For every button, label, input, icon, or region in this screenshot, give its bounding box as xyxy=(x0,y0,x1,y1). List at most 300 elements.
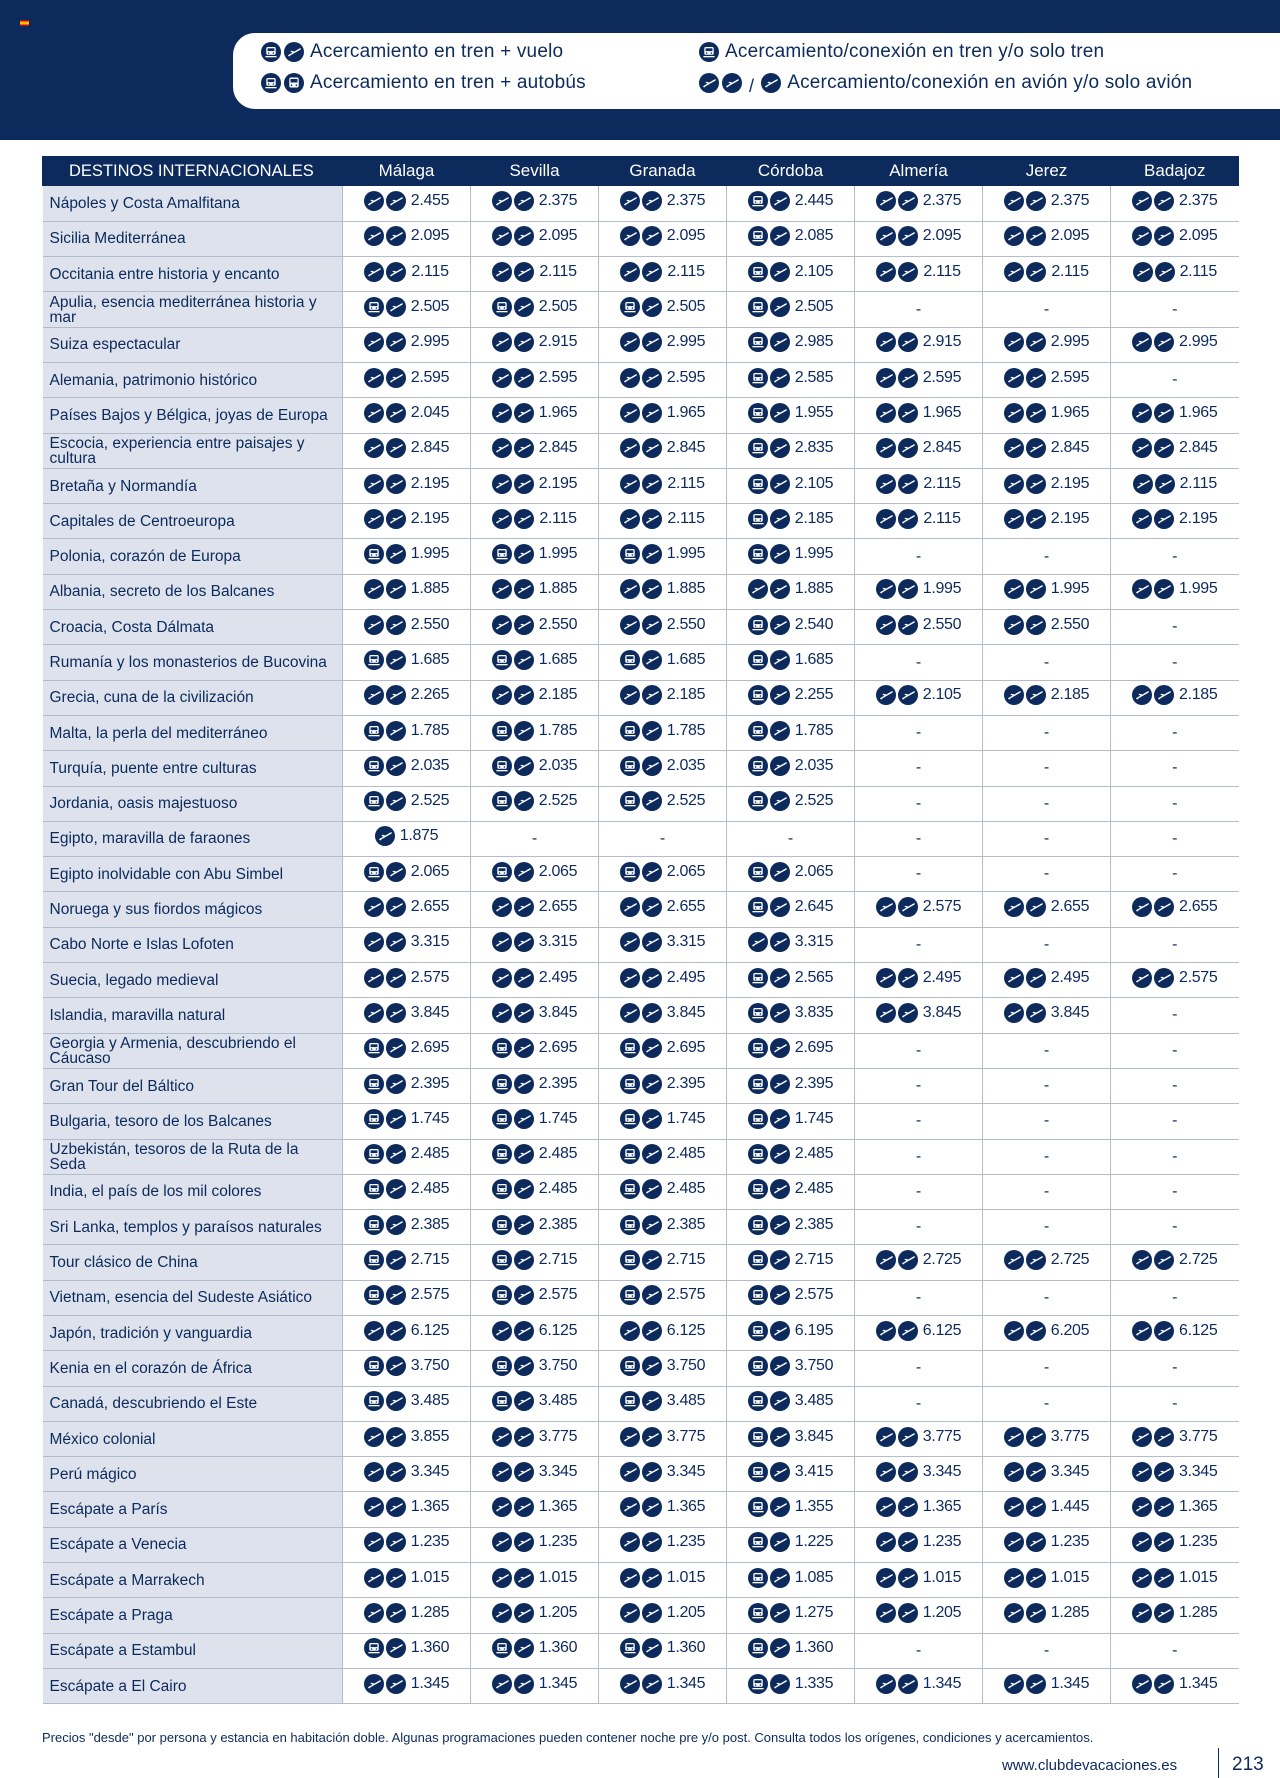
price-cell xyxy=(471,1457,599,1492)
price-cell xyxy=(983,1668,1111,1703)
price-with-icons xyxy=(748,1391,834,1411)
plane-icon xyxy=(1154,1462,1174,1482)
train-icon xyxy=(748,262,768,282)
plane-icon xyxy=(386,862,406,882)
price-with-icons xyxy=(1132,403,1218,423)
plane-icon xyxy=(1026,403,1046,423)
not-available-dash: - xyxy=(915,1041,922,1059)
price-value: 2.550 xyxy=(410,615,450,633)
train-icon xyxy=(492,1144,512,1164)
train-icon xyxy=(620,1074,640,1094)
price-value: 2.185 xyxy=(1050,686,1090,704)
price-value: 2.525 xyxy=(794,792,834,810)
price-with-icons xyxy=(492,1391,578,1411)
plane-icon xyxy=(1004,403,1024,423)
price-value: 2.575 xyxy=(410,1286,450,1304)
plane-icon xyxy=(642,1285,662,1305)
plane-icon xyxy=(1004,1427,1024,1447)
plane-icon xyxy=(876,1427,896,1447)
plane-icon xyxy=(770,403,790,423)
price-with-icons xyxy=(1004,226,1090,246)
table-row xyxy=(43,1386,1239,1421)
price-value: 2.185 xyxy=(538,686,578,704)
legend-label: Acercamiento en tren + autobús xyxy=(310,72,586,93)
price-value: 1.235 xyxy=(1050,1533,1090,1551)
plane-icon xyxy=(642,226,662,246)
plane-icon xyxy=(642,262,662,282)
price-cell xyxy=(599,1068,727,1103)
price-cell xyxy=(599,292,727,327)
plane-icon xyxy=(876,897,896,917)
plane-icon xyxy=(364,262,384,282)
plane-icon xyxy=(642,579,662,599)
spain-flag-icon xyxy=(20,20,29,26)
price-with-icons xyxy=(492,191,578,211)
train-icon xyxy=(748,968,768,988)
price-cell xyxy=(983,1563,1111,1598)
not-available-dash: - xyxy=(915,547,922,565)
price-cell xyxy=(599,998,727,1033)
not-available-dash: - xyxy=(1172,371,1178,389)
price-with-icons xyxy=(492,579,578,599)
plane-icon xyxy=(770,968,790,988)
price-cell xyxy=(599,1104,727,1139)
price-with-icons xyxy=(1004,332,1090,352)
price-with-icons xyxy=(748,1674,834,1694)
train-icon xyxy=(492,544,512,564)
table-row xyxy=(43,786,1239,821)
not-available-dash: - xyxy=(915,1641,922,1659)
plane-icon xyxy=(514,191,534,211)
plane-icon xyxy=(898,1568,918,1588)
price-value: 1.885 xyxy=(538,580,578,598)
price-cell xyxy=(471,574,599,609)
plane-icon xyxy=(898,368,918,388)
price-value: 2.915 xyxy=(538,333,578,351)
train-icon xyxy=(699,42,719,62)
price-cell xyxy=(599,821,727,856)
price-cell xyxy=(1111,610,1239,645)
legend-item xyxy=(699,72,1192,94)
plane-icon xyxy=(1026,1003,1046,1023)
price-with-icons xyxy=(748,474,834,494)
plane-icon xyxy=(898,1427,918,1447)
plane-icon xyxy=(642,438,662,458)
price-with-icons xyxy=(364,509,450,529)
plane-icon xyxy=(492,332,512,352)
price-cell xyxy=(599,398,727,433)
price-cell xyxy=(855,680,983,715)
train-icon xyxy=(492,756,512,776)
price-value: 2.395 xyxy=(410,1074,450,1092)
not-available-dash: - xyxy=(915,829,922,847)
price-cell xyxy=(471,927,599,962)
column-header-origin: Almería xyxy=(855,156,983,186)
plane-icon xyxy=(770,297,790,317)
plane-icon xyxy=(876,968,896,988)
table-row xyxy=(43,1104,1239,1139)
price-cell xyxy=(727,504,855,539)
price-cell xyxy=(727,186,855,221)
train-icon xyxy=(748,297,768,317)
table-row xyxy=(43,1174,1239,1209)
price-cell xyxy=(727,1139,855,1174)
price-cell xyxy=(727,751,855,786)
plane-icon xyxy=(770,226,790,246)
train-icon xyxy=(492,1179,512,1199)
price-value: 2.495 xyxy=(666,968,706,986)
train-icon xyxy=(492,1074,512,1094)
not-available-dash: - xyxy=(1043,935,1050,953)
price-value: 2.575 xyxy=(794,1286,834,1304)
plane-icon xyxy=(386,1568,406,1588)
price-cell xyxy=(855,610,983,645)
price-cell xyxy=(599,1280,727,1315)
plane-icon xyxy=(1004,615,1024,635)
price-with-icons xyxy=(492,332,578,352)
price-cell xyxy=(599,751,727,786)
plane-icon xyxy=(514,968,534,988)
price-value: 2.115 xyxy=(667,474,705,492)
plane-icon xyxy=(1132,897,1152,917)
plane-icon xyxy=(1026,1250,1046,1270)
price-cell xyxy=(855,857,983,892)
price-value: 2.105 xyxy=(922,686,962,704)
price-value: 3.845 xyxy=(794,1427,834,1445)
price-cell xyxy=(1111,1457,1239,1492)
plane-icon xyxy=(514,1144,534,1164)
plane-icon xyxy=(642,474,662,494)
plane-icon xyxy=(642,650,662,670)
price-with-icons xyxy=(876,262,960,282)
price-cell xyxy=(343,680,471,715)
destination-name: Nápoles y Costa Amalfitana xyxy=(43,186,343,221)
price-cell xyxy=(343,821,471,856)
price-cell xyxy=(599,786,727,821)
price-value: 2.695 xyxy=(794,1039,834,1057)
price-cell xyxy=(855,504,983,539)
plane-icon xyxy=(386,721,406,741)
price-value: 2.065 xyxy=(666,862,706,880)
price-cell xyxy=(1111,1280,1239,1315)
table-row xyxy=(43,927,1239,962)
price-cell xyxy=(599,963,727,998)
train-icon xyxy=(748,1250,768,1270)
price-cell xyxy=(983,1457,1111,1492)
plane-icon xyxy=(642,685,662,705)
destination-name: Croacia, Costa Dálmata xyxy=(43,610,343,645)
train-icon xyxy=(364,544,384,564)
price-cell xyxy=(471,645,599,680)
price-value: 1.995 xyxy=(794,545,834,563)
price-cell xyxy=(983,1174,1111,1209)
price-cell xyxy=(1111,1351,1239,1386)
price-cell xyxy=(727,1316,855,1351)
price-cell xyxy=(983,1386,1111,1421)
price-cell xyxy=(343,398,471,433)
plane-icon xyxy=(514,615,534,635)
plane-icon xyxy=(876,615,896,635)
price-cell xyxy=(727,468,855,503)
plane-icon xyxy=(1154,1427,1174,1447)
plane-icon xyxy=(642,1462,662,1482)
price-value: 2.995 xyxy=(410,333,450,351)
price-cell xyxy=(471,257,599,292)
price-with-icons xyxy=(620,1250,706,1270)
price-with-icons xyxy=(876,1427,962,1447)
price-with-icons xyxy=(620,1427,706,1447)
price-cell xyxy=(855,1139,983,1174)
price-cell xyxy=(471,1563,599,1598)
price-value: 2.995 xyxy=(1178,333,1218,351)
website-link[interactable]: www.clubdevacaciones.es xyxy=(1002,1757,1178,1774)
table-row xyxy=(43,1527,1239,1562)
table-row xyxy=(43,1316,1239,1351)
plane-icon xyxy=(1154,438,1174,458)
price-value: 3.315 xyxy=(666,933,706,951)
price-value: 2.115 xyxy=(667,262,705,280)
price-value: 2.915 xyxy=(922,333,962,351)
price-with-icons xyxy=(876,438,962,458)
plane-icon xyxy=(514,1109,534,1129)
price-with-icons xyxy=(620,791,706,811)
price-value: 2.845 xyxy=(1178,439,1218,457)
price-with-icons xyxy=(620,685,706,705)
price-with-icons xyxy=(748,968,834,988)
price-value: 3.750 xyxy=(666,1356,706,1374)
price-with-icons xyxy=(492,262,576,282)
price-with-icons xyxy=(748,1285,834,1305)
price-with-icons xyxy=(492,438,578,458)
price-cell xyxy=(983,1351,1111,1386)
plane-icon xyxy=(514,932,534,952)
price-cell xyxy=(471,1668,599,1703)
price-cell xyxy=(343,892,471,927)
price-with-icons xyxy=(1132,191,1218,211)
plane-icon xyxy=(514,1674,534,1694)
plane-icon xyxy=(1132,332,1152,352)
price-with-icons xyxy=(1132,332,1218,352)
plane-icon xyxy=(386,1285,406,1305)
price-cell xyxy=(855,433,983,468)
price-with-icons xyxy=(748,615,834,635)
price-value: 2.115 xyxy=(539,509,577,527)
price-value: 1.205 xyxy=(666,1604,706,1622)
price-value: 3.345 xyxy=(1050,1462,1090,1480)
price-with-icons xyxy=(876,474,960,494)
price-cell xyxy=(727,1210,855,1245)
price-value: 2.655 xyxy=(1178,898,1218,916)
plane-icon xyxy=(898,191,918,211)
plane-icon xyxy=(1154,1321,1174,1341)
price-value: 3.315 xyxy=(538,933,578,951)
plane-icon xyxy=(1132,1674,1152,1694)
price-with-icons xyxy=(1004,1497,1090,1517)
plane-icon xyxy=(876,332,896,352)
destination-name: Noruega y sus fiordos mágicos xyxy=(43,892,343,927)
price-value: 1.785 xyxy=(794,721,834,739)
plane-icon xyxy=(1132,1321,1152,1341)
price-with-icons xyxy=(748,1074,834,1094)
train-icon xyxy=(748,650,768,670)
price-with-icons xyxy=(1132,1603,1218,1623)
plane-icon xyxy=(1004,1497,1024,1517)
price-cell xyxy=(727,1068,855,1103)
price-value: 2.375 xyxy=(538,191,578,209)
price-cell xyxy=(727,680,855,715)
price-with-icons xyxy=(1004,191,1090,211)
price-cell xyxy=(855,821,983,856)
price-value: 6.125 xyxy=(666,1321,706,1339)
plane-icon xyxy=(386,1215,406,1235)
plane-icon xyxy=(642,1215,662,1235)
plane-icon xyxy=(1026,1674,1046,1694)
plane-icon xyxy=(386,1250,406,1270)
destination-name: Georgia y Armenia, descubriendo el Cáucaso xyxy=(43,1033,343,1068)
price-with-icons xyxy=(1004,1532,1090,1552)
train-icon xyxy=(748,1356,768,1376)
price-value: 2.645 xyxy=(794,898,834,916)
price-value: 2.035 xyxy=(410,756,450,774)
price-with-icons xyxy=(1132,1462,1218,1482)
plane-icon xyxy=(514,1215,534,1235)
plane-icon xyxy=(770,1179,790,1199)
price-with-icons xyxy=(620,1074,706,1094)
price-with-icons xyxy=(364,368,450,388)
price-with-icons xyxy=(364,1427,450,1447)
price-value: 1.995 xyxy=(1178,580,1218,598)
plane-icon xyxy=(876,579,896,599)
price-value: 2.575 xyxy=(922,898,962,916)
price-value: 2.385 xyxy=(410,1215,450,1233)
plane-icon xyxy=(876,685,896,705)
price-cell xyxy=(727,539,855,574)
plane-icon xyxy=(770,544,790,564)
plane-icon xyxy=(386,1497,406,1517)
price-with-icons xyxy=(492,226,578,246)
price-value: 1.365 xyxy=(1178,1498,1218,1516)
plane-icon xyxy=(1026,1532,1046,1552)
price-with-icons xyxy=(1132,226,1218,246)
plane-icon xyxy=(364,226,384,246)
price-with-icons xyxy=(620,1003,706,1023)
train-icon xyxy=(492,1391,512,1411)
price-cell xyxy=(727,1421,855,1456)
destination-name: Apulia, esencia mediterránea historia y mar xyxy=(43,292,343,327)
plane-icon xyxy=(1004,474,1024,494)
price-cell xyxy=(727,1633,855,1668)
destination-name: Turquía, puente entre culturas xyxy=(43,751,343,786)
price-cell xyxy=(855,1563,983,1598)
price-cell xyxy=(983,433,1111,468)
price-with-icons xyxy=(1004,1003,1090,1023)
price-value: 1.360 xyxy=(666,1639,706,1657)
plane-icon xyxy=(386,1532,406,1552)
train-icon xyxy=(748,1497,768,1517)
plane-icon xyxy=(364,1674,384,1694)
price-cell xyxy=(471,998,599,1033)
price-cell xyxy=(983,1527,1111,1562)
table-row xyxy=(43,610,1239,645)
not-available-dash: - xyxy=(1172,1006,1178,1024)
price-cell xyxy=(471,1139,599,1174)
price-cell xyxy=(1111,645,1239,680)
price-value: 1.685 xyxy=(794,651,834,668)
price-value: 1.235 xyxy=(410,1533,450,1551)
destination-name: Polonia, corazón de Europa xyxy=(43,539,343,574)
price-value: 2.385 xyxy=(666,1215,706,1233)
price-value: 2.995 xyxy=(666,333,706,351)
price-cell xyxy=(599,680,727,715)
plane-icon xyxy=(364,1532,384,1552)
price-with-icons xyxy=(1004,438,1090,458)
price-with-icons xyxy=(364,474,450,494)
price-cell xyxy=(599,1457,727,1492)
plane-icon xyxy=(514,1462,534,1482)
price-with-icons xyxy=(620,509,704,529)
plane-icon xyxy=(1026,579,1046,599)
price-cell xyxy=(727,1386,855,1421)
price-value: 3.345 xyxy=(1178,1462,1218,1480)
table-row xyxy=(43,221,1239,256)
price-cell xyxy=(471,1492,599,1527)
plane-icon xyxy=(364,968,384,988)
plane-icon xyxy=(770,579,790,599)
price-with-icons xyxy=(748,1356,834,1376)
train-icon xyxy=(620,544,640,564)
table-row xyxy=(43,1139,1239,1174)
price-value: 3.345 xyxy=(538,1462,578,1480)
table-row xyxy=(43,539,1239,574)
price-value: 3.775 xyxy=(1050,1427,1090,1445)
plane-icon xyxy=(770,1003,790,1023)
plane-icon xyxy=(1026,897,1046,917)
price-cell xyxy=(727,715,855,750)
plane-icon xyxy=(898,1532,918,1552)
price-value: 3.845 xyxy=(1050,1003,1090,1021)
plane-icon xyxy=(770,1074,790,1094)
price-with-icons xyxy=(748,226,834,246)
plane-icon xyxy=(514,1427,534,1447)
price-cell xyxy=(855,1174,983,1209)
not-available-dash: - xyxy=(1043,1041,1050,1059)
price-value: 2.485 xyxy=(666,1145,706,1163)
price-with-icons xyxy=(1132,1568,1218,1588)
price-cell xyxy=(471,715,599,750)
plane-icon xyxy=(722,73,742,93)
plane-icon xyxy=(642,297,662,317)
price-value: 2.185 xyxy=(1178,686,1218,704)
price-cell xyxy=(343,504,471,539)
plane-icon xyxy=(876,368,896,388)
price-with-icons xyxy=(876,226,962,246)
train-icon xyxy=(620,1038,640,1058)
train-icon xyxy=(748,1603,768,1623)
price-cell xyxy=(1111,892,1239,927)
price-cell xyxy=(983,857,1111,892)
price-cell xyxy=(599,610,727,645)
plane-icon xyxy=(770,1250,790,1270)
plane-icon xyxy=(1004,1321,1024,1341)
price-with-icons xyxy=(1132,509,1218,529)
price-cell xyxy=(1111,1139,1239,1174)
train-icon xyxy=(748,756,768,776)
price-value: 2.095 xyxy=(666,227,706,245)
plane-icon xyxy=(1004,1532,1024,1552)
plane-icon xyxy=(770,1391,790,1411)
train-icon xyxy=(492,1215,512,1235)
plane-icon xyxy=(770,862,790,882)
